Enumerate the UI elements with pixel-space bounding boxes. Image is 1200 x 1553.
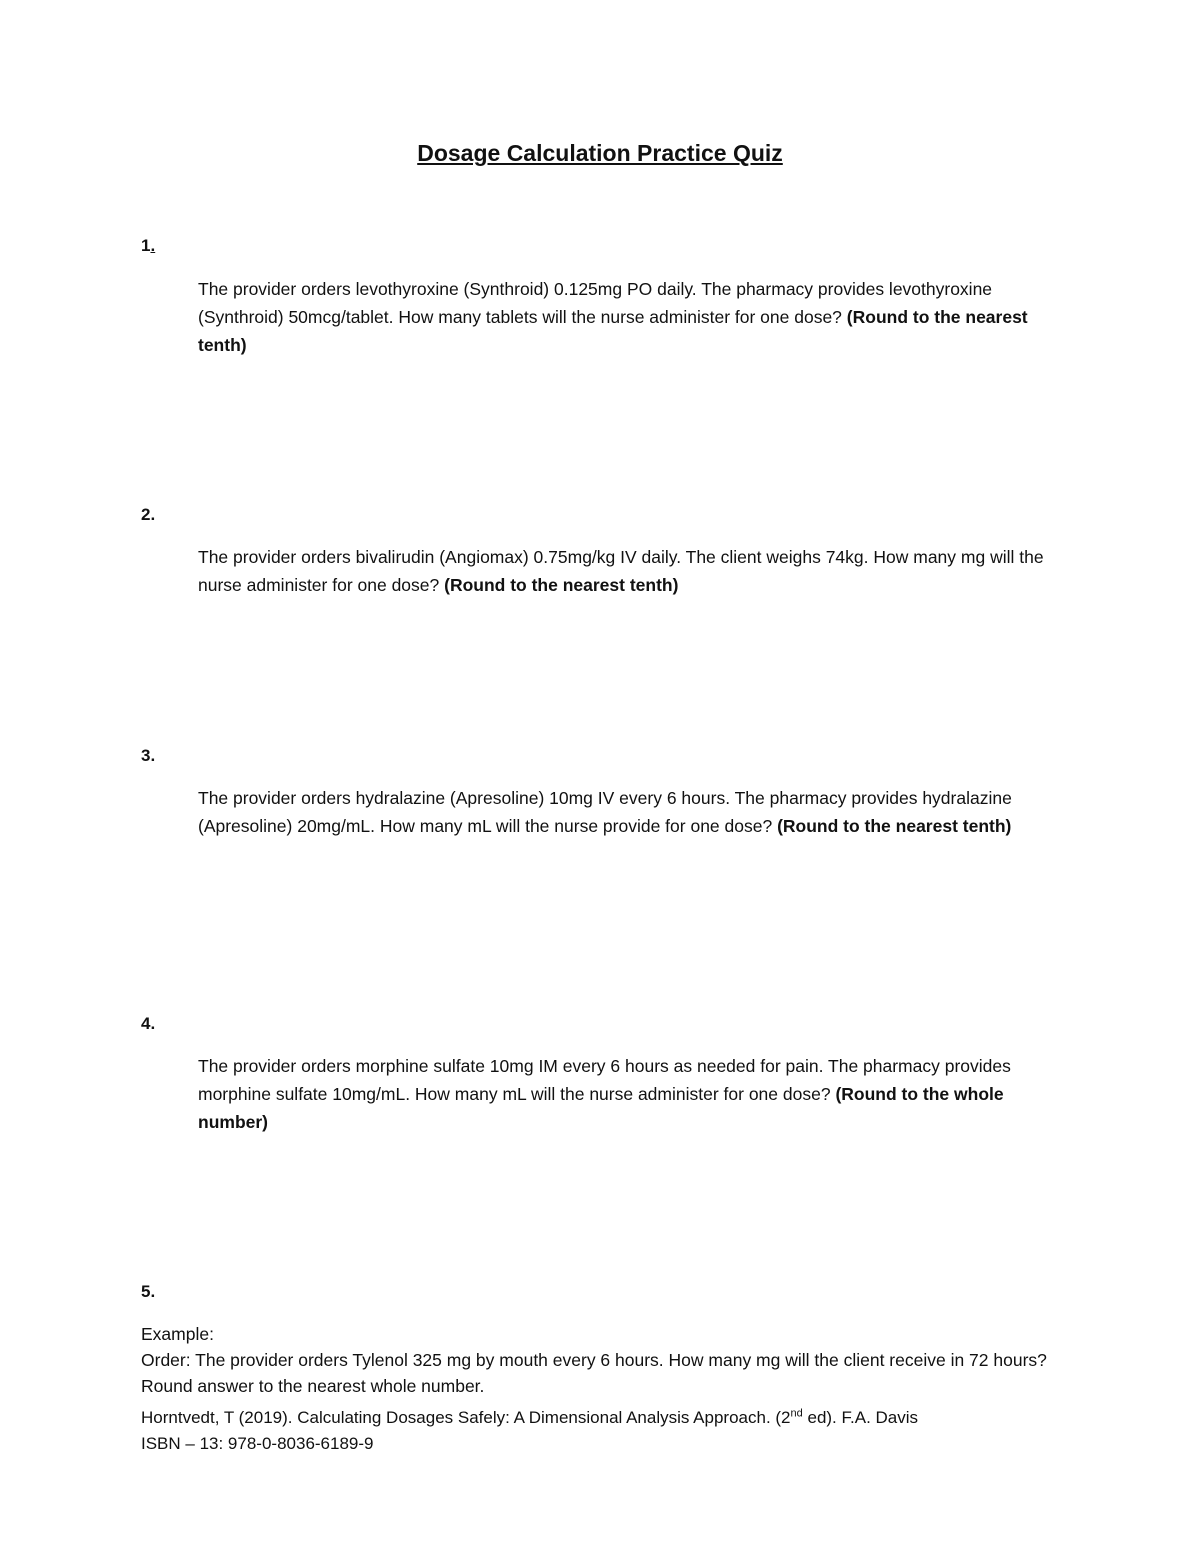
question-4-number: 4. [141,1014,156,1033]
question-5-number: 5. [141,1282,156,1301]
example-order: Order: The provider orders Tylenol 325 mg by mouth every 6 hours. How many mg will the client receive in 72 hours? Round answer to the nearest whole number. [141,1350,1047,1396]
question-3-rounding: (Round to the nearest tenth) [777,816,1012,836]
question-2-rounding: (Round to the nearest tenth) [444,575,679,595]
question-3-text [198,784,1068,840]
reference-citation-sup: nd [790,1407,803,1420]
reference-citation [141,1405,1071,1431]
question-1-rounding: (Round to the nearest tenth) [198,307,1028,355]
question-2-number: 2. [141,505,156,524]
question-2-text [198,543,1068,599]
reference-citation-start: Horntvedt, T (2019). Calculating Dosages Safely: A Dimensional Analysis Approach. (2 [141,1408,791,1427]
page-title: Dosage Calculation Practice Quiz [417,140,783,166]
reference-citation-end: ed). F.A. Davis [802,1408,919,1427]
reference-block [141,1405,1071,1457]
question-1-number-dot: . [150,236,156,255]
example-block [141,1321,1071,1399]
question-1-number [141,236,155,256]
reference-isbn: ISBN – 13: 978-0-8036-6189-9 [141,1434,374,1453]
question-3-number: 3. [141,746,156,765]
question-1-body: The provider orders levothyroxine (Synthroid) 0.125mg PO daily. The pharmacy provides levothyroxine (Synthroid) 50mcg/tablet. How many tablets will the nurse administer for one dose? [198,279,993,327]
question-1-text [198,275,1068,359]
question-2-body: The provider orders bivalirudin (Angiomax) 0.75mg/kg IV daily. The client weighs 74kg. How many mg will the nurse administer for one dose? [198,547,1044,595]
question-4-text [198,1052,1068,1136]
question-1-number-digit: 1 [141,236,151,255]
question-4-rounding: (Round to the whole number) [198,1084,1004,1132]
example-label: Example: [141,1324,214,1344]
question-3-body: The provider orders hydralazine (Apresoline) 10mg IV every 6 hours. The pharmacy provides hydralazine (Apresoline) 20mg/mL. How many mL will the nurse provide for one dose? [198,788,1012,836]
question-4-body: The provider orders morphine sulfate 10mg IM every 6 hours as needed for pain. The pharmacy provides morphine sulfate 10mg/mL. How many mL will the nurse administer for one dose? [198,1056,1011,1104]
